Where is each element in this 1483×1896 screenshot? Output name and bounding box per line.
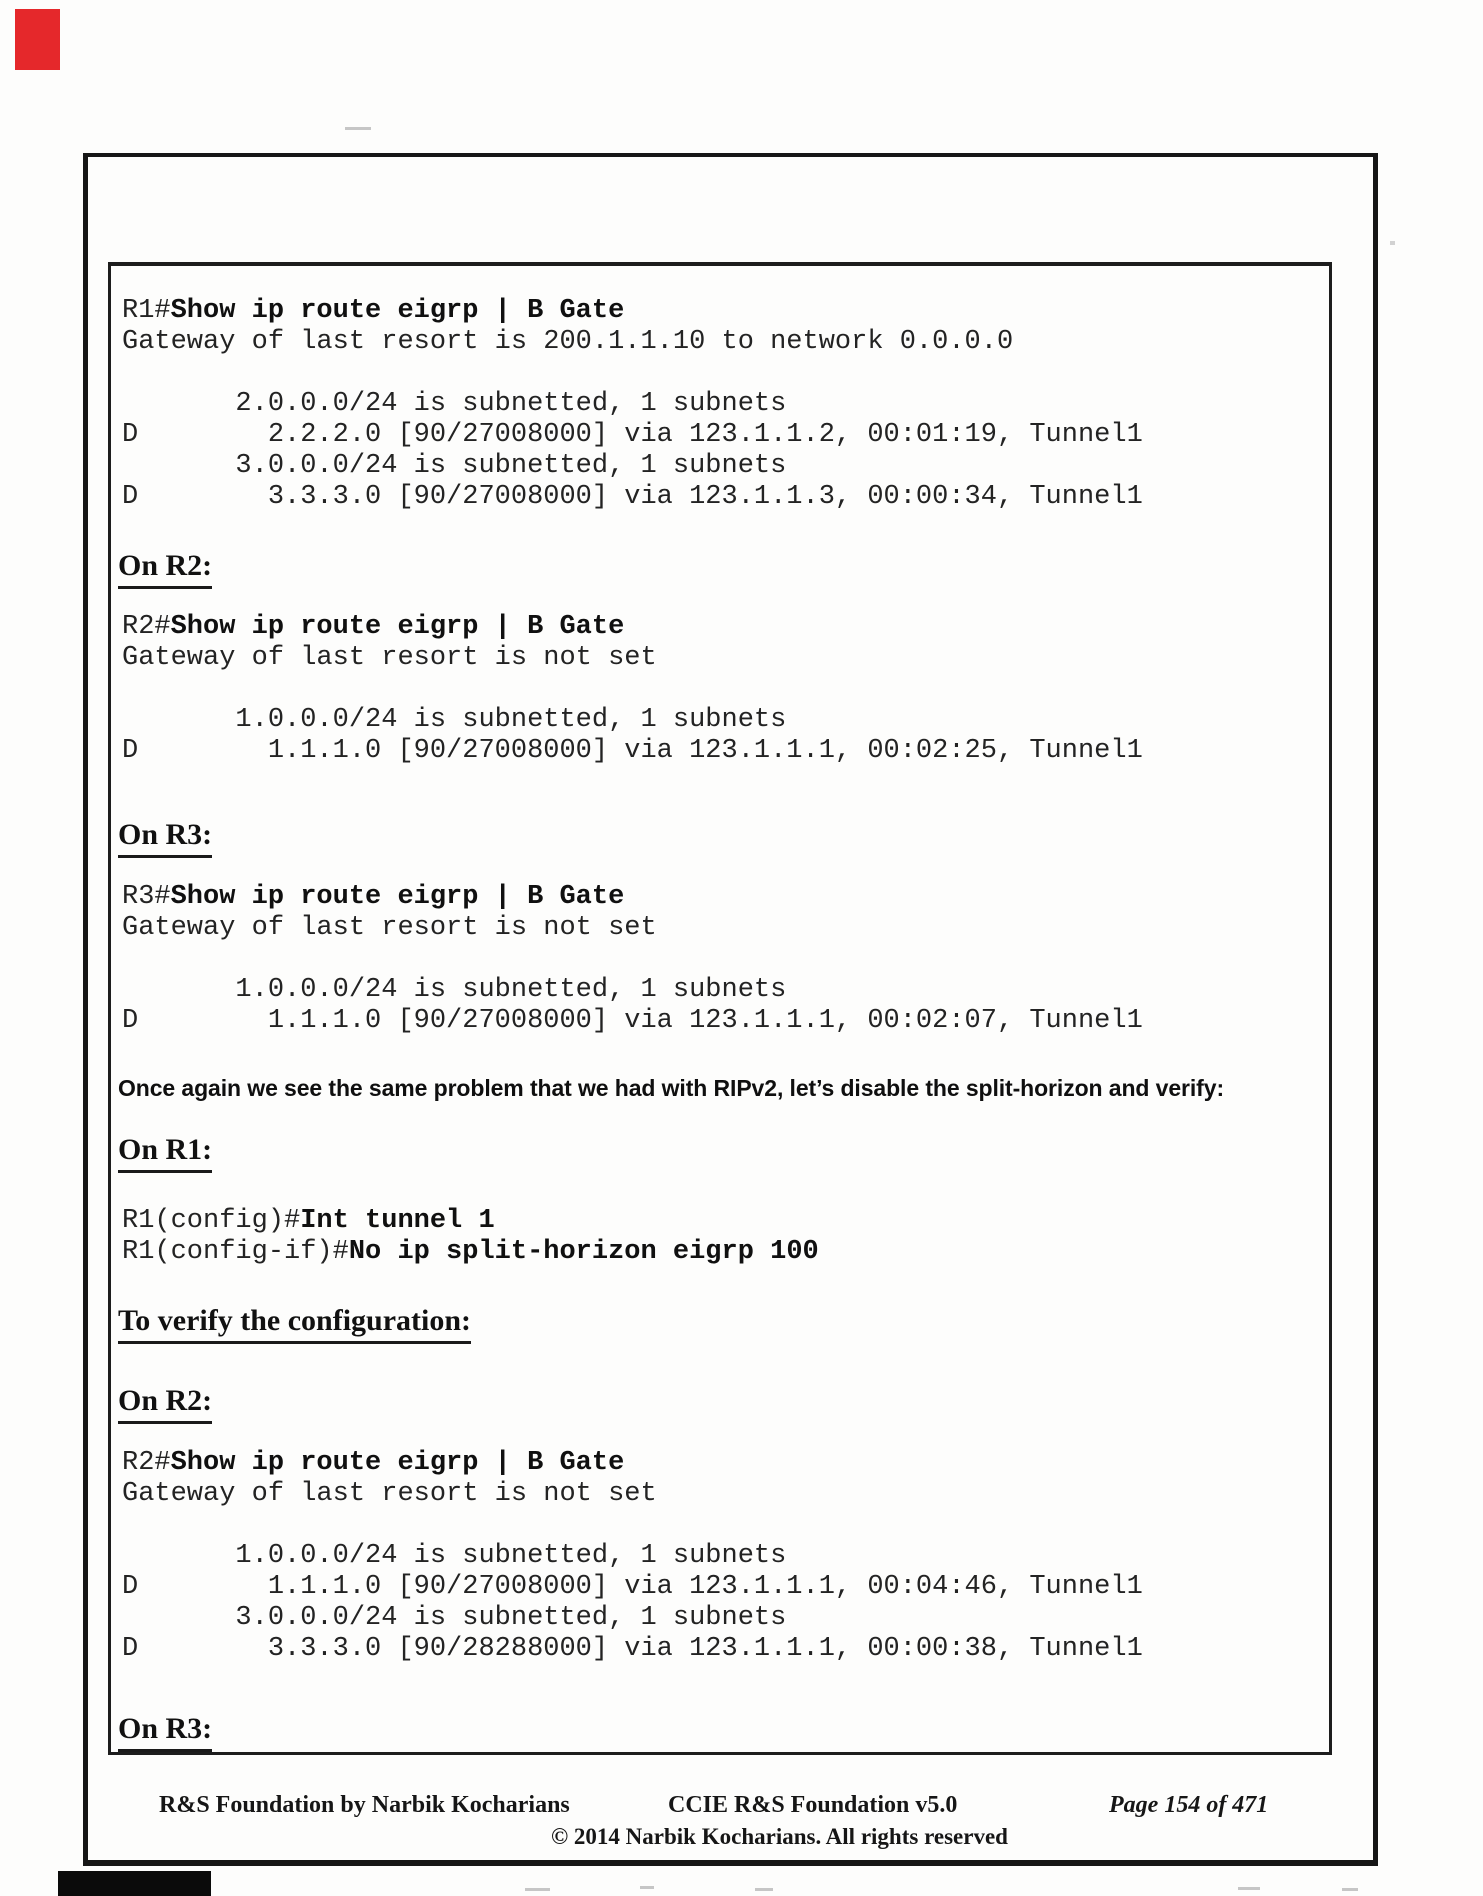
console-line [122,736,1143,767]
console-text: D 3.3.3.0 [90/28288000] via 123.1.1.1, 00:00:38, Tunnel1 [122,1634,1143,1664]
console-line [122,420,1143,451]
scan-artifact [525,1888,550,1891]
red-corner-marker [15,9,60,70]
console-text: 1.0.0.0/24 is subnetted, 1 subnets [122,1541,787,1571]
footer-page-number: Page 154 of 471 [1109,1792,1269,1818]
console-line [122,1603,1143,1634]
console-text: Gateway of last resort is not set [122,1479,657,1509]
console-line [122,705,1143,736]
console-line [122,1572,1143,1603]
heading-heading-on-r2 [118,549,212,589]
paragraph-note: Once again we see the same problem that we had with RIPv2, let’s disable the split-horizon and verify: [118,1075,1224,1101]
scan-artifact [1238,1887,1260,1890]
heading-heading-to-verify [118,1304,471,1344]
console-line [122,674,1143,705]
scan-black-bar [58,1871,211,1896]
heading-heading-on-r3-second [118,1712,212,1752]
scan-artifact [755,1888,773,1891]
console-command-text: No ip split-horizon eigrp 100 [348,1237,819,1267]
console-command-text: Show ip route eigrp | B Gate [170,296,625,326]
section-heading-text: On R2: [118,1384,212,1424]
console-text: R1# [122,296,171,326]
heading-heading-on-r3 [118,818,212,858]
console-command-text: Show ip route eigrp | B Gate [170,1448,625,1478]
console-text: D 2.2.2.0 [90/27008000] via 123.1.1.2, 00:01:19, Tunnel1 [122,420,1143,450]
console-line [122,1206,819,1237]
console-text: R3# [122,882,171,912]
console-line [122,1479,1143,1510]
console-line [122,612,1143,643]
console-r3-output [122,882,1143,1037]
console-text: R1(config)# [122,1206,301,1236]
section-heading-text: On R1: [118,1133,212,1173]
console-line [122,975,1143,1006]
console-r1-config [122,1206,819,1268]
console-text: 1.0.0.0/24 is subnetted, 1 subnets [122,975,787,1005]
footer-copyright: © 2014 Narbik Kocharians. All rights reserved [551,1824,1008,1849]
console-text: D 1.1.1.0 [90/27008000] via 123.1.1.1, 00:02:25, Tunnel1 [122,736,1143,766]
console-line [122,1510,1143,1541]
console-line [122,1541,1143,1572]
scan-artifact [345,127,371,130]
console-command-text: Int tunnel 1 [300,1206,495,1236]
console-line [122,1006,1143,1037]
console-command-text: Show ip route eigrp | B Gate [170,882,625,912]
console-text: R2# [122,612,171,642]
footer-edition: CCIE R&S Foundation v5.0 [668,1792,958,1818]
console-line [122,913,1143,944]
scan-artifact [1390,241,1395,245]
section-heading-text: To verify the configuration: [118,1304,471,1344]
console-line [122,944,1143,975]
console-text: D 1.1.1.0 [90/27008000] via 123.1.1.1, 00:04:46, Tunnel1 [122,1572,1143,1602]
console-line [122,327,1143,358]
heading-heading-on-r1 [118,1133,212,1173]
scan-artifact [1342,1888,1358,1891]
console-line [122,643,1143,674]
console-r2-output [122,612,1143,767]
console-line [122,358,1143,389]
console-text: 1.0.0.0/24 is subnetted, 1 subnets [122,705,787,735]
console-line [122,389,1143,420]
console-line [122,1634,1143,1665]
console-text: R2# [122,1448,171,1478]
console-text: R1(config-if)# [122,1237,349,1267]
console-text: D 3.3.3.0 [90/27008000] via 123.1.1.3, 00:00:34, Tunnel1 [122,482,1143,512]
console-r2-output-after [122,1448,1143,1665]
console-command-text: Show ip route eigrp | B Gate [170,612,625,642]
console-line [122,482,1143,513]
section-heading-text: On R3: [118,1712,212,1752]
console-line [122,882,1143,913]
console-line [122,1448,1143,1479]
console-text: D 1.1.1.0 [90/27008000] via 123.1.1.1, 00:02:07, Tunnel1 [122,1006,1143,1036]
console-line [122,1237,819,1268]
console-r1-output [122,296,1143,513]
console-line [122,451,1143,482]
console-text: 2.0.0.0/24 is subnetted, 1 subnets [122,389,787,419]
console-line [122,296,1143,327]
section-heading-text: On R3: [118,818,212,858]
console-text: 3.0.0.0/24 is subnetted, 1 subnets [122,1603,787,1633]
section-heading-text: On R2: [118,549,212,589]
scan-artifact [640,1886,654,1889]
console-text: Gateway of last resort is not set [122,913,657,943]
console-text: 3.0.0.0/24 is subnetted, 1 subnets [122,451,787,481]
heading-heading-on-r2-second [118,1384,212,1424]
footer-book-title: R&S Foundation by Narbik Kocharians [159,1792,570,1818]
console-text: Gateway of last resort is not set [122,643,657,673]
console-text: Gateway of last resort is 200.1.1.10 to network 0.0.0.0 [122,327,1014,357]
